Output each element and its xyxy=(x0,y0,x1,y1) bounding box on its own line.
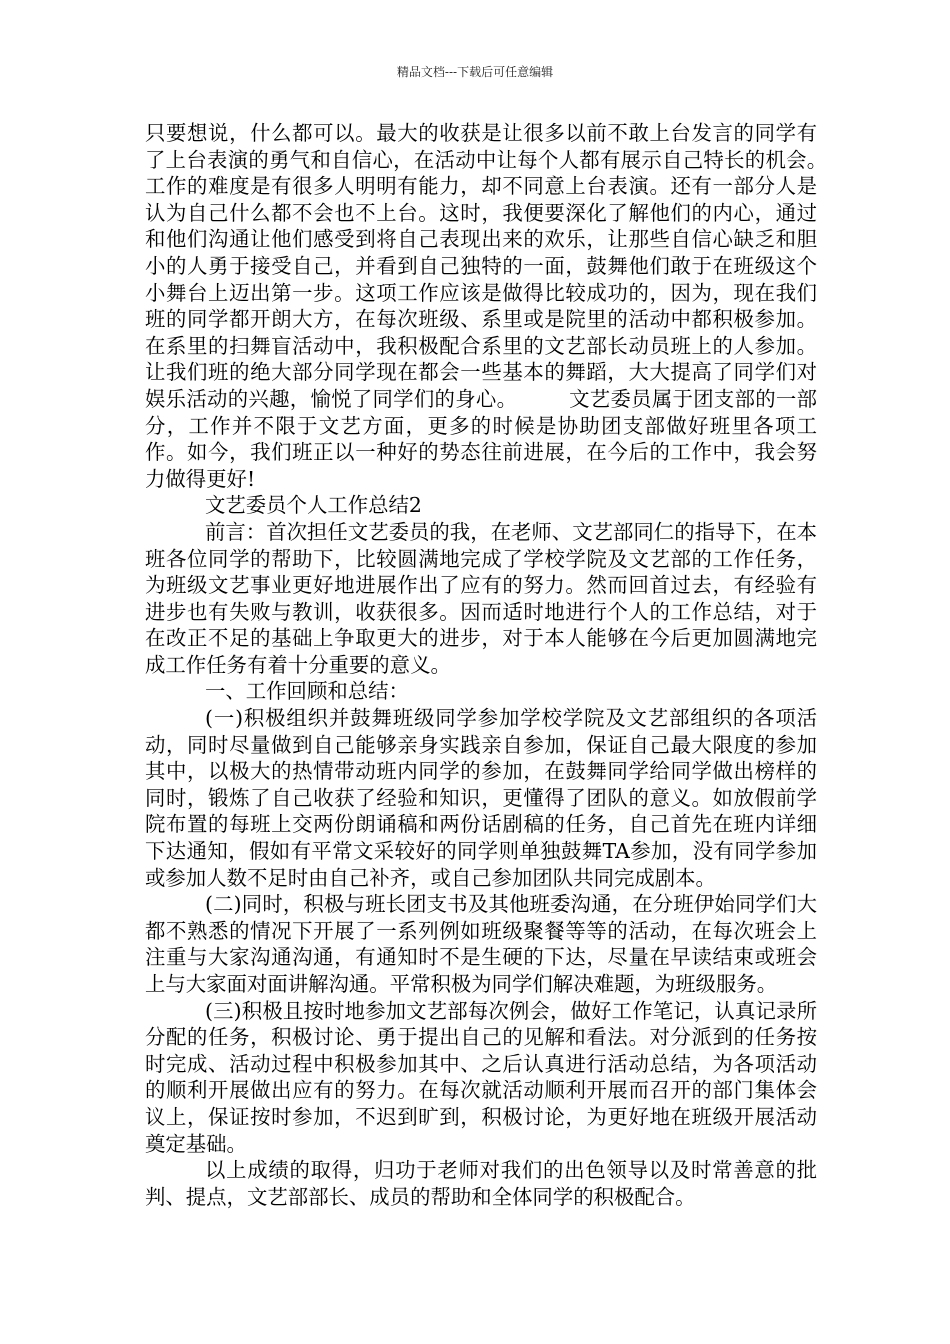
document-body xyxy=(145,120,879,1210)
body-paragraph-1: 只要想说，什么都可以。最大的收获是让很多以前不敢上台发言的同学有了上台表演的勇气和自信心，在活动中让每个人都有展示自己特长的机会。 工作的难度是有很多人明明有能力，却不同意上台表演。还有一部分人是认为自己什么都不会也不上台。这时，我便要深化了解他们的内心，通过和他们沟通让他们感受到将自己表现出来的欢乐，让那些自信心缺乏和胆小的人勇于接受自己，并看到自己独特的一面，鼓舞他们敢于在班级这个小舞台上迈出第一步。这项工作应该是做得比较成功的，因为，现在我们班的同学都开朗大方，在每次班级、系里或是院里的活动中都积极参加。在系里的扫舞盲活动中，我积极配合系里的文艺部长动员班上的人参加。让我们班的绝大部分同学现在都会一些基本的舞蹈，大大提高了同学们对娱乐活动的兴趣，愉悦了同学们的身心。 文艺委员属于团支部的一部分，工作并不限于文艺方面，更多的时候是协助团支部做好班里各项工作。如今，我们班正以一种好的势态往前进展，在今后的工作中，我会努力做得更好! xyxy=(145,121,879,491)
page-header: 精品文档---下载后可任意编辑 xyxy=(396,65,554,79)
section-title: 文艺委员个人工作总结2 xyxy=(205,493,422,518)
preface-paragraph: 前言：首次担任文艺委员的我，在老师、文艺部同仁的指导下，在本班各位同学的帮助下，比较圆满地完成了学校学院及文艺部的工作任务，为班级文艺事业更好地进展作出了应有的努力。然而回首过去，有经验有进步也有失败与教训，收获很多。因而适时地进行个人的工作总结，对于在改正不足的基础上争取更大的进步，对于本人能够在今后更加圆满地完成工作任务有着十分重要的意义。 xyxy=(145,519,817,677)
review-item-3: (三)积极且按时地参加文艺部每次例会，做好工作笔记，认真记录所分配的任务，积极讨论、勇于提出自己的见解和看法。对分派到的任务按时完成、活动过程中积极参加其中、之后认真进行活动总结，为各项活动的顺利开展做出应有的努力。在每次就活动顺利开展而召开的部门集体会议上，保证按时参加，不迟到旷到，积极讨论，为更好地在班级开展活动奠定基础。 xyxy=(145,998,817,1156)
review-item-2: (二)同时，积极与班长团支书及其他班委沟通，在分班伊始同学们大都不熟悉的情况下开展了一系列例如班级聚餐等等的活动，在每次班会上注重与大家沟通沟通，有通知时不是生硬的下达，尽量在早读结束或班会上与大家面对面讲解沟通。平常积极为同学们解决难题，为班级服务。 xyxy=(145,892,817,996)
conclusion-paragraph: 以上成绩的取得，归功于老师对我们的出色领导以及时常善意的批判、提点，文艺部部长、成员的帮助和全体同学的积极配合。 xyxy=(145,1158,817,1209)
section-heading-review: 一、工作回顾和总结： xyxy=(205,679,409,704)
review-item-1: (一)积极组织并鼓舞班级同学参加学校学院及文艺部组织的各项活动，同时尽量做到自己能够亲身实践亲自参加，保证自己最大限度的参加其中，以极大的热情带动班内同学的参加，在鼓舞同学给同学做出榜样的同时，锻炼了自己收获了经验和知识，更懂得了团队的意义。如放假前学院布置的每班上交两份朗诵稿和两份话剧稿的任务，自己首先在班内详细下达通知，假如有平常文采较好的同学则单独鼓舞TA参加，没有同学参加或参加人数不足时由自己补齐，或自己参加团队共同完成剧本。 xyxy=(145,706,817,890)
